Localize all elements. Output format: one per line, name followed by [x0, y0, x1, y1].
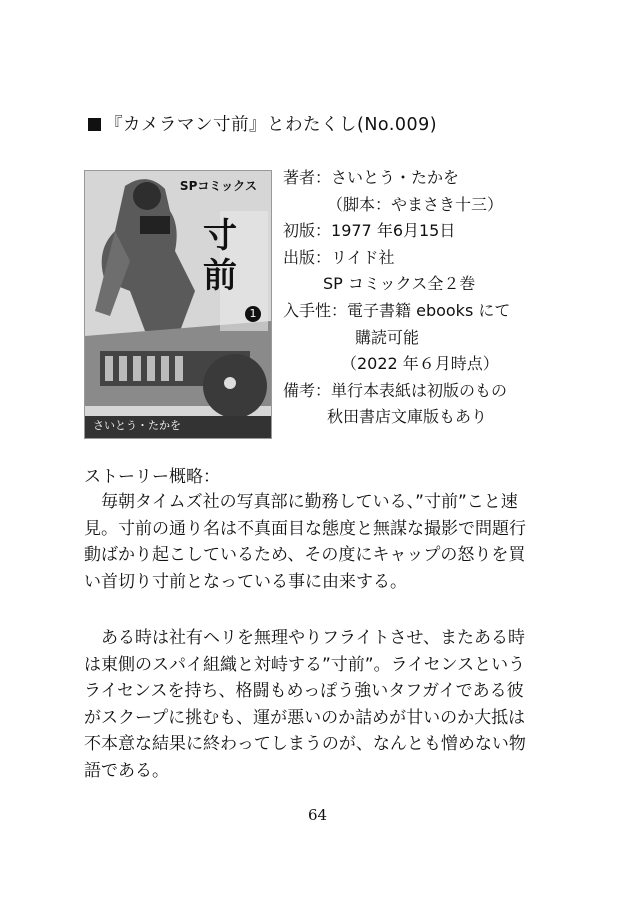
availability-label: 入手性： — [283, 300, 348, 320]
story-paragraph-2 — [84, 625, 554, 784]
paragraph-line: 毎朝タイムズ社の写真部に勤務している、”寸前”こと速 — [84, 492, 518, 512]
page-number: 64 — [307, 806, 328, 824]
heading-text: 『カメラマン寸前』とわたくし(No.009) — [105, 115, 438, 135]
availability-line2: 購読可能 — [355, 327, 420, 347]
author-label: 著者： — [283, 168, 332, 187]
cover-volume: 1 — [245, 306, 261, 322]
book-cover-image — [84, 170, 272, 439]
paragraph-line: 語である。 — [84, 760, 169, 781]
story-paragraph-1 — [84, 489, 554, 595]
publisher-value: リイド社 — [331, 247, 395, 267]
publisher-label: 出版： — [283, 247, 332, 267]
paragraph-line: がスクープに挑むも、運が悪いのか詰めが甘いのか大抵は — [84, 707, 526, 728]
paragraph-line: 見。寸前の通り名は不真面目な態度と無謀な撮影で問題行 — [84, 518, 526, 539]
paragraph-line: 不本意な結果に終わってしまうのが、なんとも憎めない物 — [84, 734, 526, 754]
first-edition-label: 初版： — [283, 221, 332, 241]
book-info — [283, 165, 510, 431]
author-value: さいとう・たかを — [331, 168, 460, 187]
author-note: （脚本：やまさき十三） — [327, 194, 504, 214]
info-availability-row — [283, 298, 510, 325]
paragraph-line: い首切り寸前となっている事に由来する。 — [84, 571, 407, 592]
notes-line2: 秋田書店文庫版もあり — [327, 407, 488, 427]
info-author-row — [283, 165, 510, 192]
notes-value: 単行本表紙は初版のもの — [331, 380, 508, 400]
paragraph-line: は東側のスパイ組織と対峙する”寸前”。ライセンスという — [84, 654, 526, 675]
story-title: ストーリー概略： — [84, 467, 220, 487]
series-value: SP コミックス全２巻 — [323, 274, 476, 294]
info-publisher-row — [283, 245, 510, 272]
cover-author: さいとう・たかを — [93, 419, 181, 432]
paragraph-line: 動ばかり起こしているため、その度にキャップの怒りを買 — [84, 545, 526, 565]
info-first-edition-row — [283, 218, 510, 245]
paragraph-line: ある時は社有ヘリを無理やりフライトさせ、またある時 — [84, 628, 525, 648]
square-bullet-icon — [88, 118, 101, 131]
availability-note: （2022 年６月時点） — [341, 354, 499, 374]
first-edition-value: 1977 年6月15日 — [331, 221, 456, 241]
notes-label: 備考： — [283, 380, 332, 400]
section-heading — [88, 111, 437, 136]
availability-value: 電子書籍 ebooks にて — [347, 300, 511, 320]
cover-title: 寸前 — [203, 216, 237, 296]
paragraph-line: ライセンスを持ち、格闘もめっぽう強いタフガイである彼 — [84, 681, 524, 701]
info-notes-row — [283, 378, 510, 405]
cover-illustration — [85, 171, 271, 438]
cover-publisher-logo: SPコミックス — [179, 179, 257, 193]
